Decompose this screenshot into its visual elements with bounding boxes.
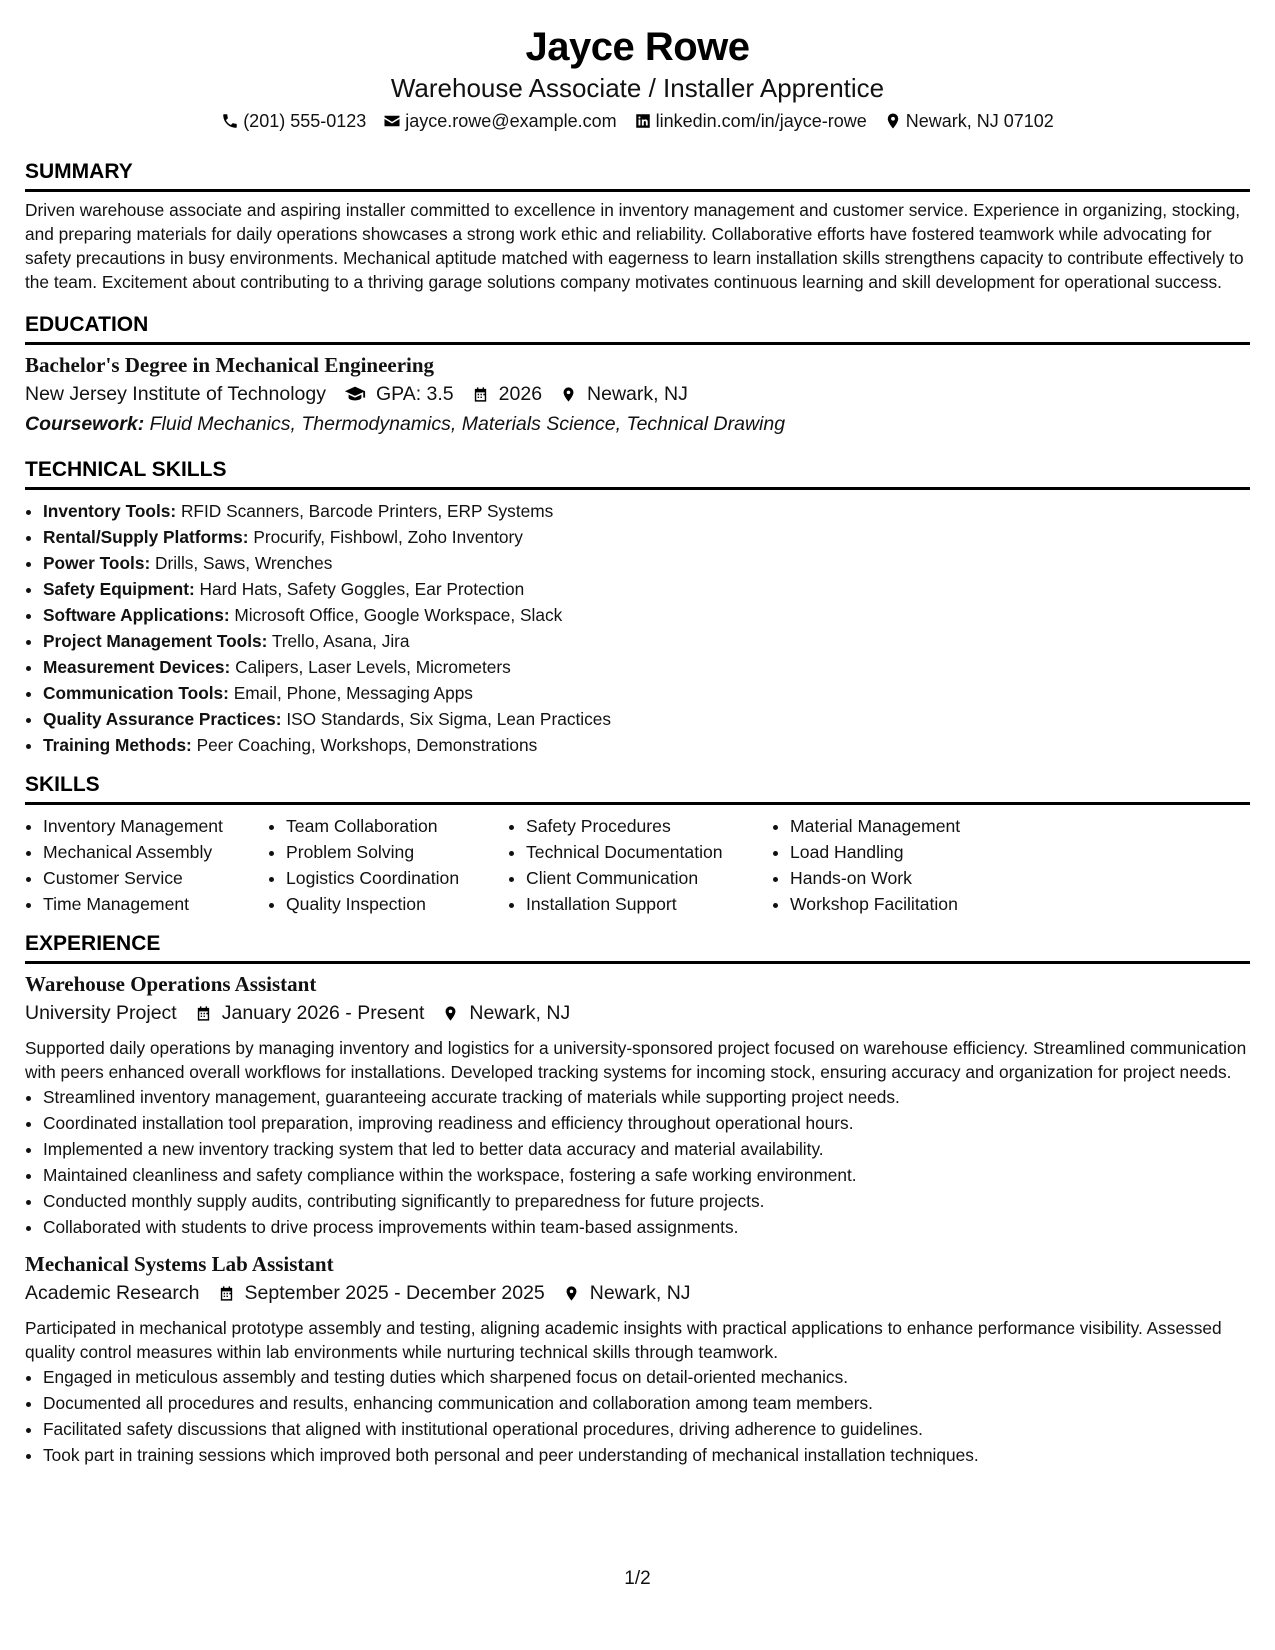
candidate-headline: Warehouse Associate / Installer Apprentice	[390, 73, 885, 103]
list-item: • Problem Solving	[286, 839, 508, 865]
calendar-icon	[472, 386, 489, 403]
section-title-technical-skills: TECHNICAL SKILLS	[25, 457, 1250, 490]
job-title: Warehouse Operations Assistant	[25, 972, 317, 996]
section-title-skills: SKILLS	[25, 772, 1250, 805]
skills-column-2	[268, 813, 508, 917]
page-number: 1/2	[624, 1568, 651, 1589]
envelope-icon	[383, 112, 401, 130]
technical-skills-section	[25, 457, 1250, 758]
coursework-text: Fluid Mechanics, Thermodynamics, Materials Science, Technical Drawing	[149, 413, 786, 435]
graduation-cap-icon	[344, 383, 366, 405]
list-item: • Conducted monthly supply audits, contributing significantly to preparedness for future projects.	[43, 1188, 1250, 1214]
candidate-name: Jayce Rowe	[525, 25, 750, 69]
education-section	[25, 312, 1250, 439]
job-org: University Project	[25, 1002, 177, 1024]
education-meta	[25, 379, 1250, 409]
list-item	[43, 654, 1250, 680]
list-item	[43, 628, 1250, 654]
contact-location	[884, 109, 1054, 133]
section-title-education: EDUCATION	[25, 312, 1250, 345]
linkedin-icon	[634, 112, 652, 130]
graduation-year: 2026	[498, 383, 543, 405]
list-item	[43, 732, 1250, 758]
resume-header	[25, 22, 1250, 133]
contact-phone	[221, 109, 366, 133]
map-pin-icon	[884, 112, 902, 130]
list-item: • Quality Inspection	[286, 891, 508, 917]
list-item	[43, 576, 1250, 602]
list-item: • Load Handling	[790, 839, 960, 865]
list-item: • Inventory Management	[43, 813, 268, 839]
list-item: • Engaged in meticulous assembly and testing duties which sharpened focus on detail-oriented mechanics.	[43, 1364, 1250, 1390]
list-item: • Safety Procedures	[526, 813, 772, 839]
list-item: • Collaborated with students to drive process improvements within team-based assignments.	[43, 1214, 1250, 1240]
skill-value: Calipers, Laser Levels, Micrometers	[235, 657, 511, 677]
linkedin-text[interactable]: linkedin.com/in/jayce-rowe	[655, 111, 867, 131]
contact-linkedin[interactable]	[634, 109, 867, 133]
list-item: • Installation Support	[526, 891, 772, 917]
job-meta	[25, 1278, 1250, 1308]
skill-label: Communication Tools:	[43, 683, 229, 703]
skills-column-3	[508, 813, 772, 917]
degree-title: Bachelor's Degree in Mechanical Engineering	[25, 353, 435, 377]
experience-entry	[25, 970, 1250, 1240]
phone-text: (201) 555-0123	[243, 111, 367, 131]
skill-label: Measurement Devices:	[43, 657, 231, 677]
list-item: • Time Management	[43, 891, 268, 917]
phone-icon	[221, 112, 239, 130]
technical-skills-list	[25, 498, 1250, 758]
calendar-icon	[195, 1005, 212, 1022]
list-item	[43, 498, 1250, 524]
skill-label: Safety Equipment:	[43, 579, 195, 599]
list-item: • Team Collaboration	[286, 813, 508, 839]
list-item: • Technical Documentation	[526, 839, 772, 865]
list-item	[43, 550, 1250, 576]
list-item: • Coordinated installation tool preparation, improving readiness and efficiency throughout operational hours.	[43, 1110, 1250, 1136]
list-item: • Workshop Facilitation	[790, 891, 960, 917]
contact-email[interactable]	[383, 109, 616, 133]
skill-label: Rental/Supply Platforms:	[43, 527, 249, 547]
skill-label: Software Applications:	[43, 605, 230, 625]
list-item	[43, 524, 1250, 550]
skill-label: Training Methods:	[43, 735, 192, 755]
skills-column-4	[772, 813, 960, 917]
skill-label: Power Tools:	[43, 553, 151, 573]
list-item: • Hands-on Work	[790, 865, 960, 891]
list-item: • Client Communication	[526, 865, 772, 891]
list-item: • Material Management	[790, 813, 960, 839]
skill-value: Drills, Saws, Wrenches	[155, 553, 333, 573]
skill-value: Trello, Asana, Jira	[271, 631, 410, 651]
skills-grid	[25, 813, 1250, 917]
map-pin-icon	[563, 1285, 580, 1302]
job-bullets	[25, 1364, 1250, 1468]
job-location: Newark, NJ	[589, 1282, 691, 1304]
job-bullets	[25, 1084, 1250, 1240]
list-item	[43, 680, 1250, 706]
section-title-summary: SUMMARY	[25, 159, 1250, 192]
gpa-text: GPA: 3.5	[375, 383, 454, 405]
job-description: Supported daily operations by managing inventory and logistics for a university-sponsored project focused on warehouse efficiency. Streamlined communication with peers enhanced overall workflows for installations. Developed tracking systems for incoming stock, ensuring accuracy and organization for project needs.	[25, 1038, 1247, 1082]
skill-value: Hard Hats, Safety Goggles, Ear Protection	[199, 579, 525, 599]
skill-value: Email, Phone, Messaging Apps	[233, 683, 473, 703]
list-item	[43, 706, 1250, 732]
summary-section	[25, 159, 1250, 294]
list-item	[43, 602, 1250, 628]
map-pin-icon	[442, 1005, 459, 1022]
list-item: • Took part in training sessions which improved both personal and peer understanding of mechanical installation techniques.	[43, 1442, 1250, 1468]
skill-value: Peer Coaching, Workshops, Demonstrations	[196, 735, 538, 755]
education-location: Newark, NJ	[587, 383, 688, 405]
list-item: • Customer Service	[43, 865, 268, 891]
skills-section	[25, 772, 1250, 917]
job-description: Participated in mechanical prototype assembly and testing, aligning academic insights with practical applications to enhance performance visibility. Assessed quality control measures within lab environments while nurturing technical skills through teamwork.	[25, 1318, 1222, 1362]
list-item: • Streamlined inventory management, guaranteeing accurate tracking of materials while supporting project needs.	[43, 1084, 1250, 1110]
school-name: New Jersey Institute of Technology	[25, 383, 326, 405]
map-pin-icon	[560, 386, 577, 403]
job-title: Mechanical Systems Lab Assistant	[25, 1252, 334, 1276]
coursework-line	[25, 409, 1250, 439]
skill-value: Microsoft Office, Google Workspace, Slack	[234, 605, 563, 625]
job-dates: September 2025 - December 2025	[244, 1282, 545, 1304]
list-item: • Mechanical Assembly	[43, 839, 268, 865]
skill-value: ISO Standards, Six Sigma, Lean Practices	[286, 709, 612, 729]
skill-value: Procurify, Fishbowl, Zoho Inventory	[253, 527, 523, 547]
section-title-experience: EXPERIENCE	[25, 931, 1250, 964]
contact-bar	[25, 109, 1250, 133]
list-item: • Logistics Coordination	[286, 865, 508, 891]
skill-label: Quality Assurance Practices:	[43, 709, 282, 729]
calendar-icon	[218, 1285, 235, 1302]
list-item: • Implemented a new inventory tracking system that led to better data accuracy and material availability.	[43, 1136, 1250, 1162]
experience-section	[25, 931, 1250, 1468]
skill-label: Project Management Tools:	[43, 631, 268, 651]
list-item: • Facilitated safety discussions that aligned with institutional operational procedures, driving adherence to guidelines.	[43, 1416, 1250, 1442]
coursework-label: Coursework:	[25, 413, 145, 435]
skills-column-1	[25, 813, 268, 917]
job-dates: January 2026 - Present	[221, 1002, 425, 1024]
job-org: Academic Research	[25, 1282, 200, 1304]
experience-entry	[25, 1250, 1250, 1468]
skill-label: Inventory Tools:	[43, 501, 177, 521]
summary-text: Driven warehouse associate and aspiring installer committed to excellence in inventory management and customer service. Experience in organizing, stocking, and preparing materials for daily operations showcases a strong work ethic and reliability. Collaborative efforts have fostered teamwork while advocating for safety precautions in busy environments. Mechanical aptitude matched with eagerness to learn installation skills strengthens capacity to contribute effectively to the team. Excitement about contributing to a thriving garage solutions company motivates continuous learning and skill development for operational success.	[25, 200, 1244, 292]
job-location: Newark, NJ	[469, 1002, 571, 1024]
location-text: Newark, NJ 07102	[905, 111, 1054, 131]
skill-value: RFID Scanners, Barcode Printers, ERP Systems	[180, 501, 554, 521]
list-item: • Documented all procedures and results, enhancing communication and collaboration among team members.	[43, 1390, 1250, 1416]
list-item: • Maintained cleanliness and safety compliance within the workspace, fostering a safe working environment.	[43, 1162, 1250, 1188]
job-meta	[25, 998, 1250, 1028]
email-text[interactable]: jayce.rowe@example.com	[405, 111, 617, 131]
